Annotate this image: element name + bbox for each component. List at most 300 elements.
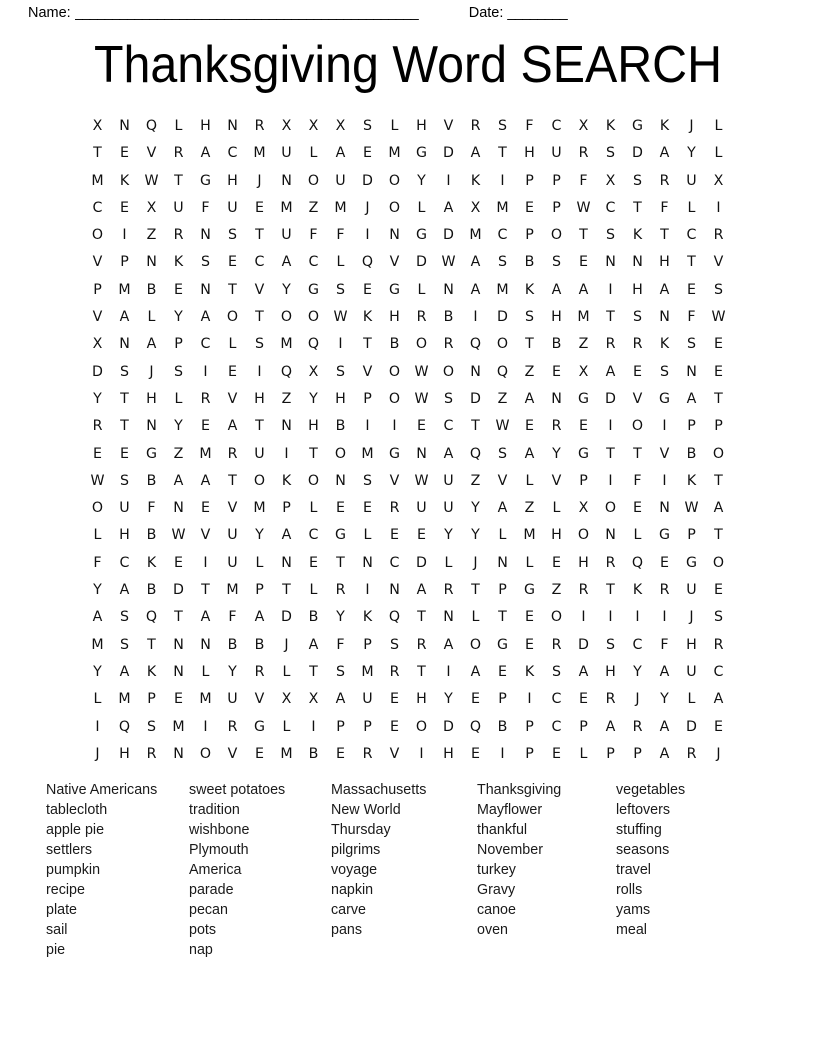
grid-cell[interactable]: T (120, 418, 129, 435)
grid-cell[interactable]: C (389, 554, 400, 571)
grid-cell[interactable]: X (578, 500, 589, 517)
grid-cell[interactable]: R (632, 336, 643, 353)
grid-cell[interactable]: Y (336, 609, 345, 626)
grid-cell[interactable]: T (282, 582, 291, 599)
grid-cell[interactable]: T (228, 281, 237, 298)
grid-cell[interactable]: M (91, 172, 104, 189)
grid-cell[interactable]: O (280, 309, 293, 326)
grid-cell[interactable]: K (524, 663, 535, 680)
grid-cell[interactable]: F (309, 227, 318, 244)
grid-cell[interactable]: E (552, 363, 561, 380)
grid-cell[interactable]: N (497, 554, 508, 571)
grid-cell[interactable]: L (282, 718, 291, 735)
grid-cell[interactable]: P (687, 527, 696, 544)
grid-cell[interactable]: L (579, 745, 588, 762)
grid-cell[interactable]: R (389, 500, 400, 517)
grid-cell[interactable]: T (498, 609, 507, 626)
grid-cell[interactable]: A (308, 636, 319, 653)
grid-cell[interactable]: H (659, 254, 670, 271)
word-list-item[interactable]: tablecloth (46, 802, 108, 818)
grid-cell[interactable]: B (524, 254, 535, 271)
grid-cell[interactable]: G (308, 281, 319, 298)
grid-cell[interactable]: H (335, 390, 346, 407)
grid-cell[interactable]: E (363, 500, 372, 517)
grid-cell[interactable]: R (713, 227, 724, 244)
grid-cell[interactable]: L (201, 663, 210, 680)
grid-cell[interactable]: P (147, 691, 156, 708)
grid-cell[interactable]: K (524, 281, 535, 298)
grid-cell[interactable]: A (497, 500, 508, 517)
grid-cell[interactable]: V (443, 118, 454, 134)
grid-cell[interactable]: P (525, 718, 534, 735)
grid-cell[interactable]: F (525, 118, 534, 134)
grid-cell[interactable]: T (714, 472, 723, 489)
word-list-item[interactable]: pilgrims (331, 842, 381, 858)
grid-cell[interactable]: E (525, 636, 534, 653)
word-list-item[interactable]: napkin (331, 882, 374, 898)
grid-cell[interactable]: Z (146, 227, 157, 244)
grid-cell[interactable]: Y (228, 663, 237, 680)
grid-cell[interactable]: S (632, 309, 642, 326)
grid-cell[interactable]: N (389, 227, 400, 244)
grid-cell[interactable]: E (390, 691, 399, 708)
grid-cell[interactable]: Z (578, 336, 589, 353)
grid-cell[interactable]: H (443, 745, 454, 762)
grid-cell[interactable]: T (471, 418, 480, 435)
grid-cell[interactable]: L (336, 254, 345, 271)
grid-cell[interactable]: A (443, 636, 454, 653)
grid-cell[interactable]: I (500, 172, 505, 189)
grid-cell[interactable]: A (713, 500, 724, 517)
grid-cell[interactable]: R (416, 309, 427, 326)
grid-cell[interactable]: P (255, 582, 264, 599)
grid-cell[interactable]: N (470, 363, 481, 380)
grid-cell[interactable]: A (200, 145, 211, 162)
grid-cell[interactable]: I (203, 363, 208, 380)
grid-cell[interactable]: Z (524, 363, 535, 380)
grid-cell[interactable]: U (119, 500, 130, 517)
grid-cell[interactable]: O (226, 309, 239, 326)
grid-cell[interactable]: Y (417, 172, 426, 189)
grid-cell[interactable]: L (309, 145, 318, 162)
grid-cell[interactable]: S (362, 472, 372, 489)
grid-cell[interactable]: T (336, 554, 345, 571)
grid-cell[interactable]: Q (631, 554, 644, 571)
grid-cell[interactable]: U (686, 172, 697, 189)
grid-cell[interactable]: N (119, 336, 130, 353)
grid-cell[interactable]: Q (145, 118, 158, 134)
grid-cell[interactable]: P (120, 254, 129, 271)
grid-cell[interactable]: E (228, 363, 237, 380)
grid-cell[interactable]: O (307, 472, 320, 489)
grid-cell[interactable]: A (119, 582, 130, 599)
grid-cell[interactable]: R (551, 636, 562, 653)
grid-cell[interactable]: R (551, 418, 562, 435)
grid-cell[interactable]: M (253, 145, 266, 162)
grid-cell[interactable]: E (633, 500, 642, 517)
grid-cell[interactable]: R (713, 636, 724, 653)
grid-cell[interactable]: I (311, 718, 316, 735)
grid-cell[interactable]: J (257, 172, 262, 189)
grid-cell[interactable]: K (632, 582, 643, 599)
grid-cell[interactable]: A (281, 254, 292, 271)
grid-cell[interactable]: L (417, 199, 426, 216)
grid-cell[interactable]: D (605, 390, 616, 407)
grid-cell[interactable]: D (173, 582, 184, 599)
grid-cell[interactable]: Z (524, 500, 535, 517)
grid-cell[interactable]: P (363, 636, 372, 653)
word-list-item[interactable]: yams (616, 902, 651, 918)
word-list-item[interactable]: pecan (189, 902, 228, 918)
grid-cell[interactable]: O (334, 445, 347, 462)
grid-cell[interactable]: V (713, 254, 724, 271)
grid-cell[interactable]: O (442, 363, 455, 380)
grid-cell[interactable]: N (146, 418, 157, 435)
grid-cell[interactable]: Z (173, 445, 184, 462)
grid-cell[interactable]: R (659, 582, 670, 599)
grid-cell[interactable]: P (579, 472, 588, 489)
grid-cell[interactable]: E (687, 281, 696, 298)
word-list-item[interactable]: Massachusetts (331, 782, 427, 798)
grid-cell[interactable]: Z (497, 390, 508, 407)
grid-cell[interactable]: G (578, 390, 589, 407)
grid-cell[interactable]: N (659, 500, 670, 517)
grid-cell[interactable]: J (95, 745, 100, 762)
grid-cell[interactable]: U (551, 145, 562, 162)
grid-cell[interactable]: O (307, 309, 320, 326)
grid-cell[interactable]: E (579, 254, 588, 271)
grid-cell[interactable]: L (552, 500, 561, 517)
grid-cell[interactable]: Y (174, 418, 183, 435)
grid-cell[interactable]: Q (496, 363, 509, 380)
grid-cell[interactable]: O (91, 500, 104, 517)
grid-cell[interactable]: P (606, 745, 615, 762)
grid-cell[interactable]: A (659, 718, 670, 735)
grid-cell[interactable]: T (255, 227, 264, 244)
grid-cell[interactable]: H (389, 309, 400, 326)
grid-cell[interactable]: E (120, 199, 129, 216)
grid-cell[interactable]: U (686, 582, 697, 599)
grid-cell[interactable]: M (280, 336, 293, 353)
grid-cell[interactable]: O (550, 609, 563, 626)
grid-cell[interactable]: E (714, 363, 723, 380)
word-list-item[interactable]: sweet potatoes (189, 782, 286, 798)
grid-cell[interactable]: I (365, 227, 370, 244)
grid-cell[interactable]: A (254, 609, 265, 626)
grid-cell[interactable]: M (280, 199, 293, 216)
grid-cell[interactable]: R (659, 172, 670, 189)
grid-cell[interactable]: R (605, 336, 616, 353)
grid-cell[interactable]: U (227, 527, 238, 544)
grid-cell[interactable]: K (146, 663, 157, 680)
word-list-item[interactable]: stuffing (616, 822, 662, 838)
word-list-item[interactable]: turkey (477, 862, 516, 878)
grid-cell[interactable]: V (389, 745, 400, 762)
grid-cell[interactable]: Y (93, 582, 102, 599)
grid-cell[interactable]: E (201, 418, 210, 435)
grid-cell[interactable]: P (525, 172, 534, 189)
grid-cell[interactable]: D (92, 363, 103, 380)
grid-cell[interactable]: R (227, 445, 238, 462)
grid-cell[interactable]: X (578, 118, 589, 134)
grid-cell[interactable]: S (335, 363, 345, 380)
grid-cell[interactable]: N (281, 172, 292, 189)
grid-cell[interactable]: V (254, 691, 265, 708)
grid-cell[interactable]: S (335, 663, 345, 680)
word-list-item[interactable]: Mayflower (477, 802, 543, 818)
grid-cell[interactable]: E (471, 691, 480, 708)
grid-cell[interactable]: K (146, 554, 157, 571)
grid-cell[interactable]: R (92, 418, 103, 435)
grid-cell[interactable]: Y (255, 527, 264, 544)
grid-cell[interactable]: R (254, 118, 265, 134)
grid-cell[interactable]: I (122, 227, 127, 244)
grid-cell[interactable]: E (390, 527, 399, 544)
word-list-item[interactable]: recipe (46, 882, 85, 898)
grid-cell[interactable]: S (713, 609, 723, 626)
word-list-item[interactable]: pans (331, 922, 363, 938)
grid-cell[interactable]: T (255, 418, 264, 435)
grid-cell[interactable]: D (443, 718, 454, 735)
grid-cell[interactable]: D (497, 309, 508, 326)
grid-cell[interactable]: G (389, 281, 400, 298)
grid-cell[interactable]: E (417, 418, 426, 435)
word-list-item[interactable]: pots (189, 922, 217, 938)
grid-cell[interactable]: A (470, 145, 481, 162)
grid-cell[interactable]: W (414, 472, 429, 489)
grid-cell[interactable]: C (551, 118, 562, 134)
grid-cell[interactable]: M (496, 281, 509, 298)
grid-cell[interactable]: R (146, 745, 157, 762)
grid-cell[interactable]: M (577, 309, 590, 326)
grid-cell[interactable]: E (228, 254, 237, 271)
grid-cell[interactable]: W (684, 500, 699, 517)
grid-cell[interactable]: O (712, 445, 725, 462)
grid-cell[interactable]: Y (633, 663, 642, 680)
grid-cell[interactable]: O (307, 172, 320, 189)
grid-cell[interactable]: V (389, 254, 400, 271)
grid-cell[interactable]: C (632, 636, 643, 653)
grid-cell[interactable]: E (714, 718, 723, 735)
grid-cell[interactable]: E (363, 145, 372, 162)
grid-cell[interactable]: K (659, 118, 670, 134)
grid-cell[interactable]: I (473, 309, 478, 326)
grid-cell[interactable]: P (687, 418, 696, 435)
grid-cell[interactable]: U (173, 199, 184, 216)
grid-cell[interactable]: R (686, 745, 697, 762)
grid-cell[interactable]: L (687, 199, 696, 216)
grid-cell[interactable]: Q (469, 336, 482, 353)
grid-cell[interactable]: X (578, 363, 589, 380)
grid-cell[interactable]: H (686, 636, 697, 653)
grid-cell[interactable]: Z (470, 472, 481, 489)
grid-cell[interactable]: H (551, 527, 562, 544)
grid-cell[interactable]: N (335, 472, 346, 489)
grid-cell[interactable]: O (496, 336, 509, 353)
grid-cell[interactable]: B (146, 472, 157, 489)
grid-cell[interactable]: N (443, 281, 454, 298)
grid-cell[interactable]: A (659, 745, 670, 762)
word-list-item[interactable]: pie (46, 942, 66, 958)
grid-cell[interactable]: P (498, 582, 507, 599)
grid-cell[interactable]: S (335, 281, 345, 298)
grid-cell[interactable]: S (605, 145, 615, 162)
grid-cell[interactable]: G (632, 118, 643, 134)
grid-cell[interactable]: H (416, 118, 427, 134)
grid-cell[interactable]: K (281, 472, 292, 489)
grid-cell[interactable]: E (390, 718, 399, 735)
grid-cell[interactable]: P (174, 336, 183, 353)
grid-cell[interactable]: M (361, 445, 374, 462)
grid-cell[interactable]: T (714, 390, 723, 407)
grid-cell[interactable]: J (716, 745, 721, 762)
grid-cell[interactable]: P (714, 418, 723, 435)
grid-cell[interactable]: U (443, 472, 454, 489)
grid-cell[interactable]: Q (118, 718, 131, 735)
grid-cell[interactable]: A (524, 390, 535, 407)
grid-cell[interactable]: H (632, 281, 643, 298)
grid-cell[interactable]: P (552, 199, 561, 216)
grid-cell[interactable]: O (577, 527, 590, 544)
word-list-item[interactable]: America (189, 862, 242, 878)
grid-cell[interactable]: I (446, 172, 451, 189)
grid-cell[interactable]: F (633, 472, 642, 489)
grid-cell[interactable]: I (203, 718, 208, 735)
word-list-item[interactable]: Thanksgiving (477, 782, 562, 798)
grid-cell[interactable]: B (146, 281, 157, 298)
word-list-item[interactable]: wishbone (189, 822, 250, 838)
grid-cell[interactable]: E (525, 199, 534, 216)
word-list-item[interactable]: sail (46, 922, 68, 938)
grid-cell[interactable]: G (659, 527, 670, 544)
grid-cell[interactable]: A (659, 145, 670, 162)
grid-cell[interactable]: T (174, 172, 183, 189)
word-list-item[interactable]: New World (331, 802, 401, 818)
grid-cell[interactable]: N (119, 118, 130, 134)
grid-cell[interactable]: G (146, 445, 157, 462)
grid-cell[interactable]: I (284, 445, 289, 462)
grid-cell[interactable]: C (119, 554, 130, 571)
grid-cell[interactable]: I (446, 663, 451, 680)
word-list-item[interactable]: parade (189, 882, 234, 898)
word-list-item[interactable]: Native Americans (46, 782, 158, 798)
grid-cell[interactable]: P (552, 172, 561, 189)
grid-cell[interactable]: U (227, 554, 238, 571)
grid-cell[interactable]: C (686, 227, 697, 244)
word-list-item[interactable]: apple pie (46, 822, 105, 838)
grid-cell[interactable]: I (635, 609, 640, 626)
grid-cell[interactable]: O (253, 472, 266, 489)
grid-cell[interactable]: G (686, 554, 697, 571)
grid-cell[interactable]: L (309, 582, 318, 599)
grid-cell[interactable]: N (632, 254, 643, 271)
grid-cell[interactable]: F (687, 309, 696, 326)
grid-cell[interactable]: I (392, 418, 397, 435)
grid-cell[interactable]: A (605, 363, 616, 380)
grid-cell[interactable]: X (281, 118, 292, 134)
grid-cell[interactable]: R (362, 745, 373, 762)
grid-cell[interactable]: M (118, 281, 131, 298)
word-list-item[interactable]: voyage (331, 862, 378, 878)
grid-cell[interactable]: D (443, 227, 454, 244)
grid-cell[interactable]: I (257, 363, 262, 380)
grid-cell[interactable]: E (714, 336, 723, 353)
grid-cell[interactable]: U (335, 172, 346, 189)
grid-cell[interactable]: S (497, 254, 507, 271)
grid-cell[interactable]: W (414, 363, 429, 380)
grid-cell[interactable]: Q (469, 718, 482, 735)
word-list-item[interactable]: thankful (477, 822, 528, 838)
grid-cell[interactable]: M (469, 227, 482, 244)
grid-cell[interactable]: R (443, 582, 454, 599)
grid-cell[interactable]: A (416, 582, 427, 599)
grid-cell[interactable]: R (578, 145, 589, 162)
grid-cell[interactable]: N (173, 663, 184, 680)
grid-cell[interactable]: Y (552, 445, 561, 462)
grid-cell[interactable]: V (200, 527, 211, 544)
grid-cell[interactable]: A (281, 527, 292, 544)
word-list-item[interactable]: settlers (46, 842, 93, 858)
grid-cell[interactable]: I (365, 418, 370, 435)
grid-cell[interactable]: C (92, 199, 103, 216)
grid-cell[interactable]: L (147, 309, 156, 326)
grid-cell[interactable]: S (497, 445, 507, 462)
grid-cell[interactable]: V (92, 254, 103, 271)
grid-cell[interactable]: H (119, 745, 130, 762)
grid-cell[interactable]: E (174, 281, 183, 298)
grid-cell[interactable]: E (552, 554, 561, 571)
grid-cell[interactable]: O (469, 636, 482, 653)
grid-cell[interactable]: M (523, 527, 536, 544)
grid-cell[interactable]: L (93, 691, 102, 708)
grid-cell[interactable]: U (686, 663, 697, 680)
grid-cell[interactable]: O (388, 390, 401, 407)
grid-cell[interactable]: T (309, 445, 318, 462)
grid-cell[interactable]: A (443, 199, 454, 216)
grid-cell[interactable]: V (254, 281, 265, 298)
grid-cell[interactable]: H (551, 309, 562, 326)
grid-cell[interactable]: C (605, 199, 616, 216)
grid-cell[interactable]: B (146, 527, 157, 544)
grid-cell[interactable]: W (90, 472, 105, 489)
grid-cell[interactable]: V (659, 445, 670, 462)
grid-cell[interactable]: O (604, 500, 617, 517)
grid-cell[interactable]: A (200, 609, 211, 626)
grid-cell[interactable]: T (174, 609, 183, 626)
grid-cell[interactable]: N (200, 227, 211, 244)
grid-cell[interactable]: S (605, 227, 615, 244)
grid-cell[interactable]: X (605, 172, 616, 189)
grid-cell[interactable]: D (632, 145, 643, 162)
grid-cell[interactable]: K (605, 118, 616, 134)
grid-cell[interactable]: B (254, 636, 265, 653)
grid-cell[interactable]: E (498, 663, 507, 680)
grid-cell[interactable]: I (662, 609, 667, 626)
grid-cell[interactable]: S (119, 363, 129, 380)
grid-cell[interactable]: F (660, 636, 669, 653)
word-list-item[interactable]: tradition (189, 802, 240, 818)
grid-cell[interactable]: U (362, 691, 373, 708)
grid-cell[interactable]: N (281, 554, 292, 571)
grid-cell[interactable]: L (282, 663, 291, 680)
grid-cell[interactable]: L (525, 472, 534, 489)
grid-cell[interactable]: T (471, 582, 480, 599)
grid-cell[interactable]: G (200, 172, 211, 189)
grid-cell[interactable]: G (416, 145, 427, 162)
grid-cell[interactable]: J (635, 691, 640, 708)
grid-cell[interactable]: F (660, 199, 669, 216)
grid-cell[interactable]: T (579, 227, 588, 244)
